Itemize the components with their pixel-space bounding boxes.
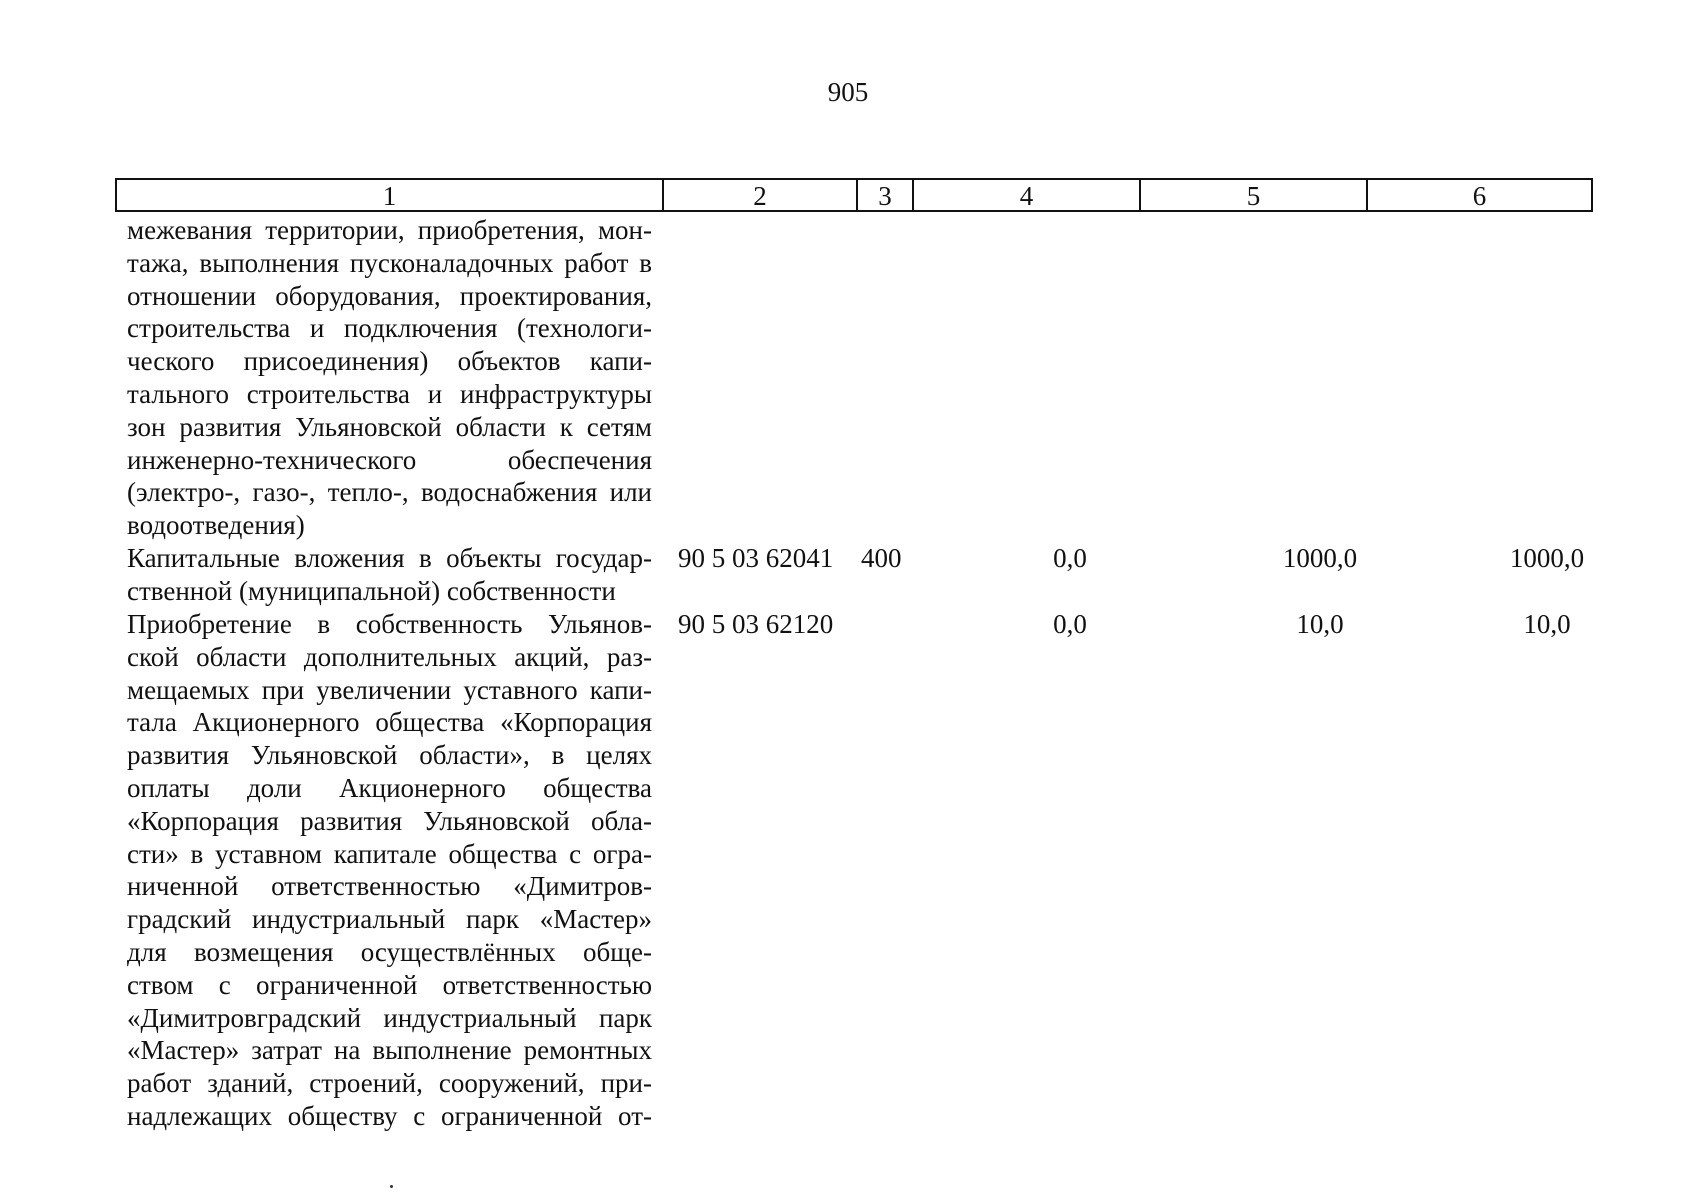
description-line: водоотведения): [127, 510, 305, 541]
description-line: «Димитровградский индустриальный парк: [127, 1002, 652, 1033]
row-type: 400: [861, 543, 902, 573]
description-line: зон развития Ульяновской области к сетям: [127, 411, 652, 442]
description-line: ственной (муниципальной) собственности: [127, 575, 616, 606]
row-description: [127, 214, 652, 542]
header-col-4: 4: [914, 180, 1141, 210]
row-value-5: 1000,0: [1282, 543, 1358, 573]
row-value-4: 0,0: [1053, 543, 1087, 573]
description-line: тажа, выполнения пусконаладочных работ в: [127, 247, 652, 278]
description-line: «Мастер» затрат на выполнение ремонтных: [127, 1035, 652, 1066]
description-line: тала Акционерного общества «Корпорация: [127, 707, 652, 738]
description-line: «Корпорация развития Ульяновской обла-: [127, 805, 652, 836]
description-line: Приобретение в собственность Ульянов-: [127, 609, 652, 639]
row-code: 90 5 03 62120: [678, 609, 834, 639]
page-number: 905: [827, 77, 869, 107]
row-value-4: 0,0: [1053, 609, 1087, 639]
row-value-6: 10,0: [1523, 609, 1571, 639]
description-line: ской области дополнительных акций, раз-: [127, 641, 652, 672]
description-line: инженерно-технического обеспечения: [127, 444, 652, 475]
row-code: 90 5 03 62041: [678, 543, 834, 573]
header-col-2: 2: [664, 180, 858, 210]
description-line: ством с ограниченной ответственностью: [127, 969, 652, 1000]
row-value-5: 10,0: [1296, 609, 1344, 639]
description-line: ческого присоединения) объектов капи-: [127, 346, 652, 377]
description-line: Капитальные вложения в объекты государ-: [127, 543, 652, 573]
description-line: градский индустриальный парк «Мастер»: [127, 904, 652, 935]
scan-speck: [390, 1185, 393, 1188]
description-line: для возмещения осуществлённых обще-: [127, 936, 652, 967]
description-line: ниченной ответственностью «Димитров-: [127, 871, 652, 902]
row-description: [127, 608, 652, 1133]
header-col-5: 5: [1141, 180, 1368, 210]
description-line: мещаемых при увеличении уставного капи-: [127, 674, 652, 705]
header-col-3: 3: [858, 180, 914, 210]
row-value-6: 1000,0: [1509, 543, 1585, 573]
description-line: (электро-, газо-, тепло-, водоснабжения или: [127, 477, 652, 508]
description-line: надлежащих обществу с ограниченной от-: [127, 1100, 652, 1131]
description-line: строительства и подключения (технологи-: [127, 313, 652, 344]
description-line: тального строительства и инфраструктуры: [127, 378, 652, 409]
description-line: межевания территории, приобретения, мон-: [127, 215, 652, 245]
table-header: [115, 178, 1593, 212]
description-line: отношении оборудования, проектирования,: [127, 280, 652, 311]
description-line: работ зданий, строений, сооружений, при-: [127, 1068, 652, 1099]
description-line: оплаты доли Акционерного общества: [127, 772, 652, 803]
header-col-1: 1: [117, 180, 664, 210]
description-line: развития Ульяновской области», в целях: [127, 740, 652, 771]
description-line: сти» в уставном капитале общества с огра-: [127, 838, 652, 869]
row-description: [127, 542, 652, 608]
header-col-6: 6: [1472, 181, 1487, 211]
